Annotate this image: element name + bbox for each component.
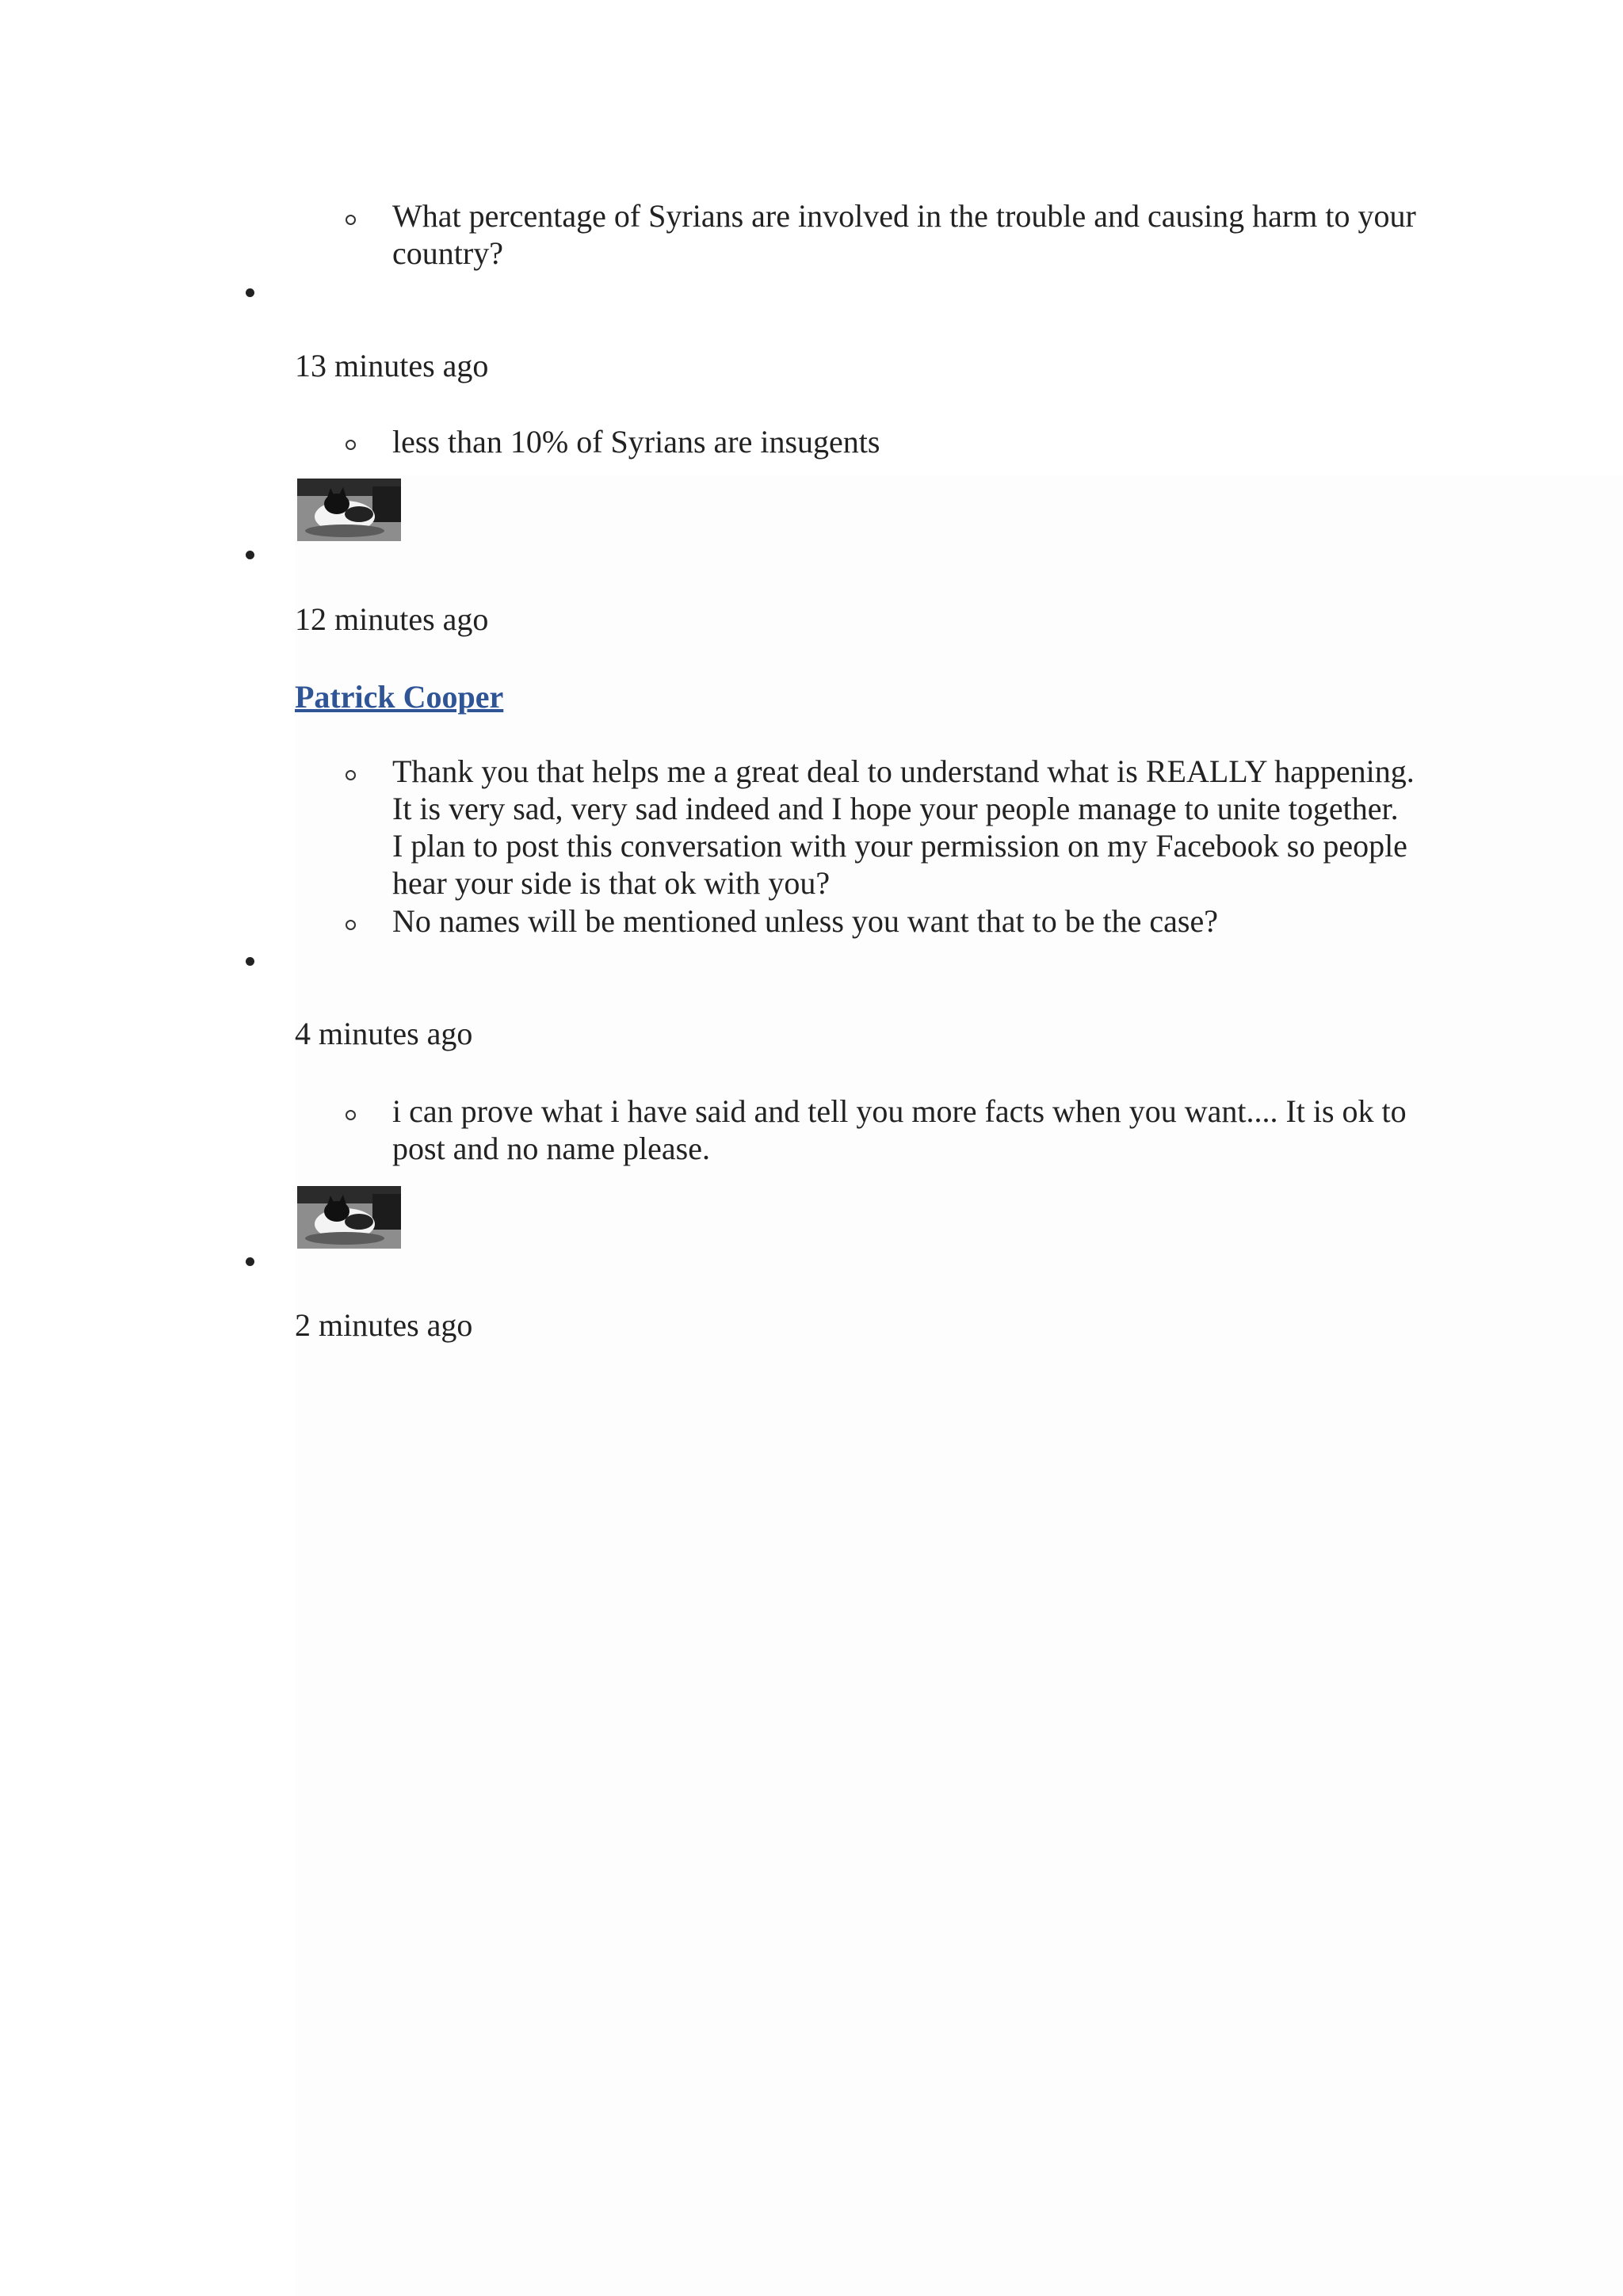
- author-link[interactable]: Patrick Cooper: [295, 679, 504, 715]
- sub-bullet: [346, 920, 356, 930]
- sub-bullet: [346, 440, 356, 450]
- timestamp: 4 minutes ago: [295, 1016, 473, 1051]
- message-text: Thank you that helps me a great deal to understand what is REALLY happening. It is very sad, very sad indeed and I hope your people manage to unite together. I plan to post this conversation with your permission on my Facebook so people hear your side is that ok with you?: [392, 753, 1415, 901]
- message-text: No names will be mentioned unless you want that to be the case?: [392, 903, 1218, 939]
- list-bullet: [246, 1257, 254, 1266]
- list-bullet: [246, 288, 254, 297]
- timestamp: 12 minutes ago: [295, 601, 489, 637]
- sub-bullet: [346, 215, 356, 225]
- sub-bullet: [346, 1110, 356, 1120]
- cat-photo-icon: [297, 1186, 401, 1249]
- thread-panel: [295, 475, 1623, 2296]
- message-text: i can prove what i have said and tell you more facts when you want.... It is ok to post and no name please.: [392, 1093, 1407, 1166]
- list-bullet: [246, 551, 254, 559]
- message-text: What percentage of Syrians are involved in the trouble and causing harm to your country?: [392, 198, 1416, 271]
- message-text: less than 10% of Syrians are insugents: [392, 424, 880, 460]
- list-bullet: [246, 957, 254, 966]
- timestamp: 13 minutes ago: [295, 348, 489, 383]
- cat-photo-icon: [297, 479, 401, 541]
- timestamp: 2 minutes ago: [295, 1307, 473, 1343]
- sub-bullet: [346, 770, 356, 780]
